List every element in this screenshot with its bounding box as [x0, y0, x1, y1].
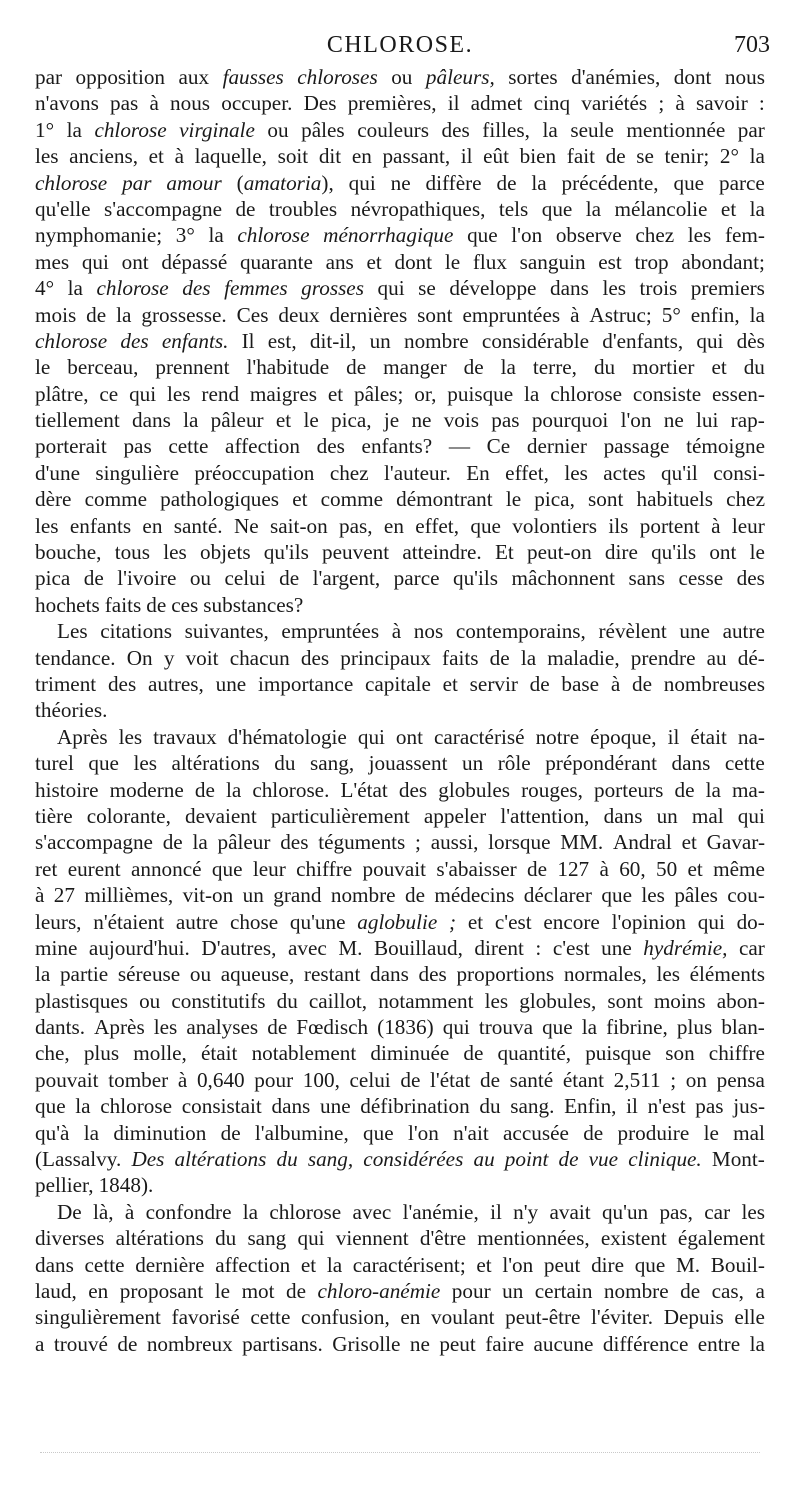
text-line: leurs, n'étaient autre chose qu'une aglobulie ; et c'est encore l'opinion qui do-	[35, 909, 765, 934]
body-text	[35, 64, 765, 1357]
text-line: laud, en proposant le mot de chloro-anémie pour un certain nombre de cas, a	[35, 1278, 765, 1303]
text-line: qu'à la diminution de l'albumine, que l'on n'ait accusée de produire le mal	[35, 1120, 765, 1145]
text-line: pica de l'ivoire ou celui de l'argent, parce qu'ils mâchonnent sans cesse des	[35, 566, 765, 591]
text-line: diverses altérations du sang qui viennent d'être mentionnées, existent également	[35, 1226, 765, 1251]
text-line: tière colorante, devaient particulièrement appeler l'attention, dans un mal qui	[35, 803, 765, 828]
text-line: 1° la chlorose virginale ou pâles couleurs des filles, la seule mentionnée par	[35, 117, 765, 142]
text-line: à 27 millièmes, vit-on un grand nombre de médecins déclarer que les pâles cou-	[35, 883, 765, 908]
text-line: s'accompagne de la pâleur des téguments ; aussi, lorsque MM. Andral et Gavar-	[35, 830, 765, 855]
text-line: hochets faits de ces substances?	[35, 592, 304, 617]
text-line: che, plus molle, était notablement diminuée de quantité, puisque son chiffre	[35, 1041, 765, 1066]
text-line: chlorose des enfants. Il est, dit-il, un nombre considérable d'enfants, qui dès	[35, 328, 765, 353]
text-line: le berceau, prennent l'habitude de manger de la terre, du mortier et du	[35, 355, 765, 380]
bottom-dotted-rule	[40, 1452, 760, 1453]
text-line: a trouvé de nombreux partisans. Grisolle ne peut faire aucune différence entre la	[35, 1331, 765, 1356]
text-line: la partie séreuse ou aqueuse, restant dans des proportions normales, les éléments	[35, 962, 765, 987]
text-line: 4° la chlorose des femmes grosses qui se développe dans les trois premiers	[35, 276, 765, 301]
text-line: tendance. On y voit chacun des principaux faits de la maladie, prendre au dé-	[35, 645, 765, 670]
running-title: CHLOROSE.	[326, 32, 474, 58]
text-line: chlorose par amour (amatoria), qui ne diffère de la précédente, que parce	[35, 170, 765, 195]
text-line: par opposition aux fausses chloroses ou pâleurs, sortes d'anémies, dont nous	[35, 65, 765, 89]
running-header	[0, 14, 800, 58]
text-line: triment des autres, une importance capitale et servir de base à de nombreuses	[35, 671, 765, 696]
text-line: (Lassalvy. Des altérations du sang, considérées au point de vue clinique. Mont-	[35, 1147, 765, 1172]
text-line: nymphomanie; 3° la chlorose ménorrhagique que l'on observe chez les fem-	[35, 223, 765, 248]
text-line: bouche, tous les objets qu'ils peuvent atteindre. Et peut-on dire qu'ils ont le	[35, 540, 765, 565]
text-line: turel que les altérations du sang, jouassent un rôle prépondérant dans cette	[35, 751, 765, 776]
text-line: plâtre, ce qui les rend maigres et pâles; or, puisque la chlorose consiste essen-	[35, 381, 765, 406]
text-line: dère comme pathologiques et comme démontrant le pica, sont habituels chez	[35, 487, 765, 512]
text-line: histoire moderne de la chlorose. L'état des globules rouges, porteurs de la ma-	[35, 777, 765, 802]
text-line: pellier, 1848).	[35, 1173, 154, 1198]
text-line: Les citations suivantes, empruntées à nos contemporains, révèlent une autre	[57, 619, 765, 644]
page-number: 703	[734, 32, 770, 58]
text-line: De là, à confondre la chlorose avec l'anémie, il n'y avait qu'un pas, car les	[57, 1199, 765, 1224]
text-line: les anciens, et à laquelle, soit dit en passant, il eût bien fait de se tenir; 2° la	[35, 144, 765, 169]
text-line: n'avons pas à nous occuper. Des premières, il admet cinq variétés ; à savoir :	[35, 91, 765, 116]
text-line: les enfants en santé. Ne sait-on pas, en effet, que volontiers ils portent à leur	[35, 513, 765, 538]
text-line: ret eurent annoncé que leur chiffre pouvait s'abaisser de 127 à 60, 50 et même	[35, 856, 765, 881]
text-line: porterait pas cette affection des enfants? — Ce dernier passage témoigne	[35, 434, 765, 459]
text-line: que la chlorose consistait dans une défibrination du sang. Enfin, il n'est pas jus-	[35, 1094, 765, 1119]
text-line: pouvait tomber à 0,640 pour 100, celui de l'état de santé étant 2,511 ; on pensa	[35, 1067, 765, 1092]
text-line: tiellement dans la pâleur et le pica, je ne vois pas pourquoi l'on ne lui rap-	[35, 408, 765, 433]
text-line: théories.	[35, 698, 108, 723]
text-line: mine aujourd'hui. D'autres, avec M. Bouillaud, dirent : c'est une hydrémie, car	[35, 935, 765, 960]
text-line: dants. Après les analyses de Fœdisch (1836) qui trouva que la fibrine, plus blan-	[35, 1015, 765, 1040]
text-line: mois de la grossesse. Ces deux dernières sont empruntées à Astruc; 5° enfin, la	[35, 302, 765, 327]
text-line: plastisques ou constitutifs du caillot, notamment les globules, sont moins abon-	[35, 988, 765, 1013]
text-line: Après les travaux d'hématologie qui ont caractérisé notre époque, il était na-	[57, 724, 765, 749]
text-line: singulièrement favorisé cette confusion, en voulant peut-être l'éviter. Depuis elle	[35, 1305, 765, 1330]
text-line: qu'elle s'accompagne de troubles névropathiques, tels que la mélancolie et la	[35, 196, 765, 221]
text-line: d'une singulière préoccupation chez l'auteur. En effet, les actes qu'il consi-	[35, 460, 765, 485]
text-line: dans cette dernière affection et la caractérisent; et l'on peut dire que M. Bouil-	[35, 1252, 765, 1277]
text-line: mes qui ont dépassé quarante ans et dont le flux sanguin est trop abondant;	[35, 249, 765, 274]
